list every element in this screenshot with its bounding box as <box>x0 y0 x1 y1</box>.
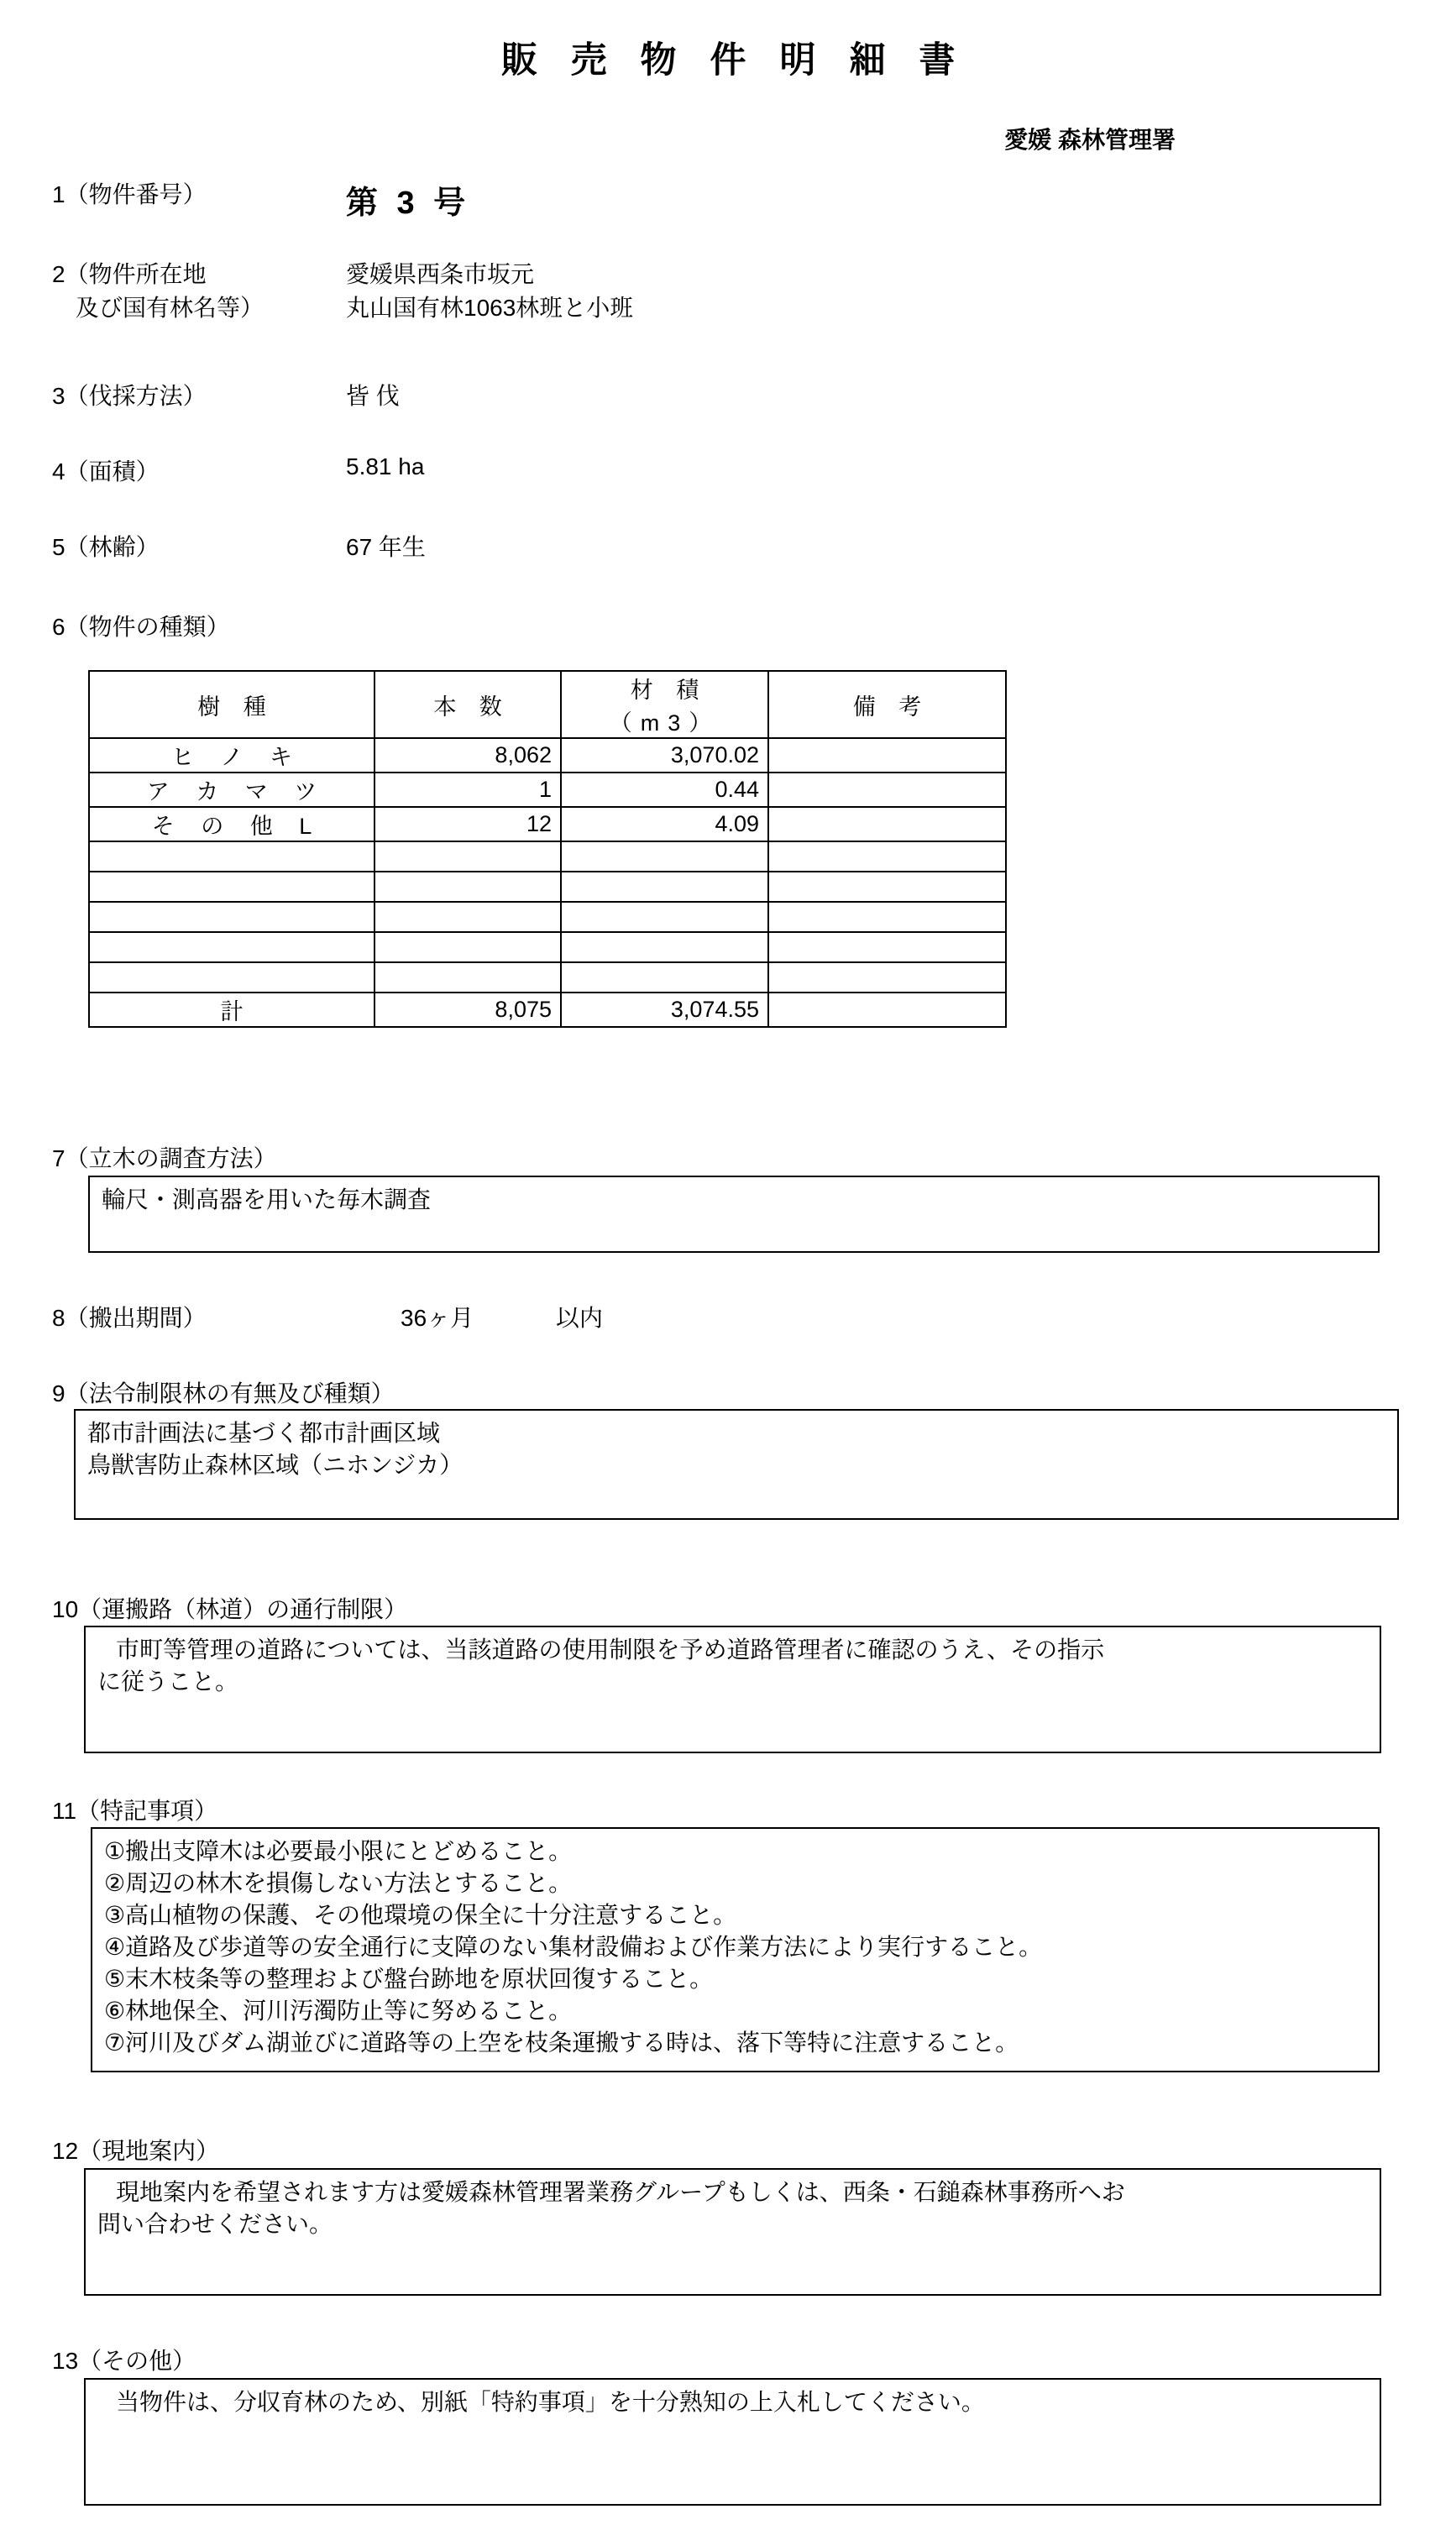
cell-note <box>768 807 1006 841</box>
cell-volume <box>561 841 768 872</box>
cell-volume <box>561 962 768 993</box>
cell-total-volume: 3,074.55 <box>561 993 768 1027</box>
field-removal-period-qualifier: 以内 <box>556 1305 604 1331</box>
field-removal-period-amount: 36ヶ月 <box>401 1305 474 1331</box>
cell-total-note <box>768 993 1006 1027</box>
field-removal-period-label: 8（搬出期間） <box>52 1305 207 1331</box>
table-row <box>89 841 1006 872</box>
table-row <box>89 902 1006 932</box>
cell-volume <box>561 932 768 962</box>
legal-restriction-line: 都市計画法に基づく都市計画区域 <box>87 1420 441 1446</box>
field-other-label: 13（その他） <box>52 2348 196 2374</box>
cell-volume: 0.44 <box>561 773 768 807</box>
table-header-note: 備 考 <box>768 671 1006 738</box>
cell-total-count: 8,075 <box>374 993 561 1027</box>
cell-total-label: 計 <box>89 993 374 1027</box>
site-guidance-line: 現地案内を希望されます方は愛媛森林管理署業務グループもしくは、西条・石鎚森林事務所へお <box>116 2179 1125 2205</box>
legal-restriction-box <box>74 1409 1399 1520</box>
cell-species <box>89 841 374 872</box>
cell-species <box>89 872 374 902</box>
cell-count <box>374 902 561 932</box>
issuing-office: 愛媛 森林管理署 <box>1004 127 1176 153</box>
table-header-species: 樹 種 <box>89 671 374 738</box>
site-guidance-box <box>84 2168 1381 2296</box>
legal-restriction-line: 鳥獣害防止森林区域（ニホンジカ） <box>87 1452 464 1478</box>
cell-count <box>374 962 561 993</box>
cell-volume: 3,070.02 <box>561 738 768 773</box>
page-title: 販 売 物 件 明 細 書 <box>500 40 967 81</box>
field-road-restriction-label: 10（運搬路（林道）の通行制限） <box>52 1596 408 1622</box>
cell-note <box>768 773 1006 807</box>
table-row <box>89 773 1006 807</box>
other-box <box>84 2378 1381 2506</box>
survey-method-text: 輪尺・測高器を用いた毎木調査 <box>102 1186 432 1213</box>
cell-species <box>89 902 374 932</box>
table-row <box>89 872 1006 902</box>
special-note-item: ⑥林地保全、河川汚濁防止等に努めること。 <box>104 1998 573 2024</box>
cell-count: 8,062 <box>374 738 561 773</box>
field-area-value: 5.81 ha <box>346 453 425 479</box>
table-total-row <box>89 993 1006 1027</box>
table-row <box>89 962 1006 993</box>
field-stand-age-value: 67 年生 <box>346 534 426 560</box>
field-survey-method-label: 7（立木の調査方法） <box>52 1145 277 1171</box>
table-header-row <box>89 671 1006 738</box>
cell-count <box>374 841 561 872</box>
special-note-item: ⑤末木枝条等の整理および盤台跡地を原状回復すること。 <box>104 1966 714 1992</box>
cell-volume <box>561 902 768 932</box>
cell-volume: 4.09 <box>561 807 768 841</box>
cell-species: ヒ ノ キ <box>89 738 374 773</box>
cell-count <box>374 932 561 962</box>
special-note-item: ⑦河川及びダム湖並びに道路等の上空を枝条運搬する時は、落下等特に注意すること。 <box>104 2030 1019 2056</box>
field-property-location-label-line1: 2（物件所在地 <box>52 261 207 287</box>
table-row <box>89 738 1006 773</box>
cell-note <box>768 902 1006 932</box>
cell-count <box>374 872 561 902</box>
species-table <box>88 670 1007 1028</box>
special-note-item: ①搬出支障木は必要最小限にとどめること。 <box>104 1838 573 1864</box>
field-property-number-value: 第 3 号 <box>346 186 471 221</box>
road-restriction-line: に従うこと。 <box>97 1668 239 1695</box>
special-note-item: ③高山植物の保護、その他環境の保全に十分注意すること。 <box>104 1902 737 1928</box>
cell-note <box>768 872 1006 902</box>
field-logging-method-value: 皆 伐 <box>346 383 400 409</box>
field-property-location-label-line2: 及び国有林名等） <box>76 295 264 321</box>
cell-volume <box>561 872 768 902</box>
cell-species <box>89 962 374 993</box>
table-header-count: 本 数 <box>374 671 561 738</box>
road-restriction-box <box>84 1626 1381 1753</box>
other-line: 当物件は、分収育林のため、別紙「特約事項」を十分熟知の上入札してください。 <box>116 2389 985 2415</box>
field-property-location-value-line1: 愛媛県西条市坂元 <box>346 261 535 287</box>
field-site-guidance-label: 12（現地案内） <box>52 2138 220 2164</box>
special-note-item: ④道路及び歩道等の安全通行に支障のない集材設備および作業方法により実行すること。 <box>104 1934 1043 1960</box>
cell-count: 12 <box>374 807 561 841</box>
field-property-number-label: 1（物件番号） <box>52 181 207 207</box>
field-stand-age-label: 5（林齢） <box>52 534 160 560</box>
table-row <box>89 807 1006 841</box>
cell-count: 1 <box>374 773 561 807</box>
cell-species <box>89 932 374 962</box>
cell-note <box>768 738 1006 773</box>
site-guidance-line: 問い合わせください。 <box>97 2211 333 2237</box>
cell-species: ア カ マ ツ <box>89 773 374 807</box>
field-area-label: 4（面積） <box>52 458 160 485</box>
road-restriction-line: 市町等管理の道路については、当該道路の使用制限を予め道路管理者に確認のうえ、その指示 <box>116 1637 1105 1663</box>
cell-note <box>768 841 1006 872</box>
cell-species: そ の 他 L <box>89 807 374 841</box>
field-logging-method-label: 3（伐採方法） <box>52 383 207 409</box>
table-row <box>89 932 1006 962</box>
special-note-item: ②周辺の林木を損傷しない方法とすること。 <box>104 1870 573 1896</box>
table-header-volume: 材 積 （m3） <box>561 671 768 738</box>
field-property-type-label: 6（物件の種類） <box>52 614 230 640</box>
survey-method-box <box>88 1176 1380 1253</box>
cell-note <box>768 932 1006 962</box>
field-property-location-value-line2: 丸山国有林1063林班と小班 <box>346 295 634 321</box>
special-notes-box <box>91 1827 1380 2072</box>
cell-note <box>768 962 1006 993</box>
field-special-notes-label: 11（特記事項） <box>52 1798 218 1824</box>
field-legal-restriction-label: 9（法令制限林の有無及び種類） <box>52 1380 395 1406</box>
